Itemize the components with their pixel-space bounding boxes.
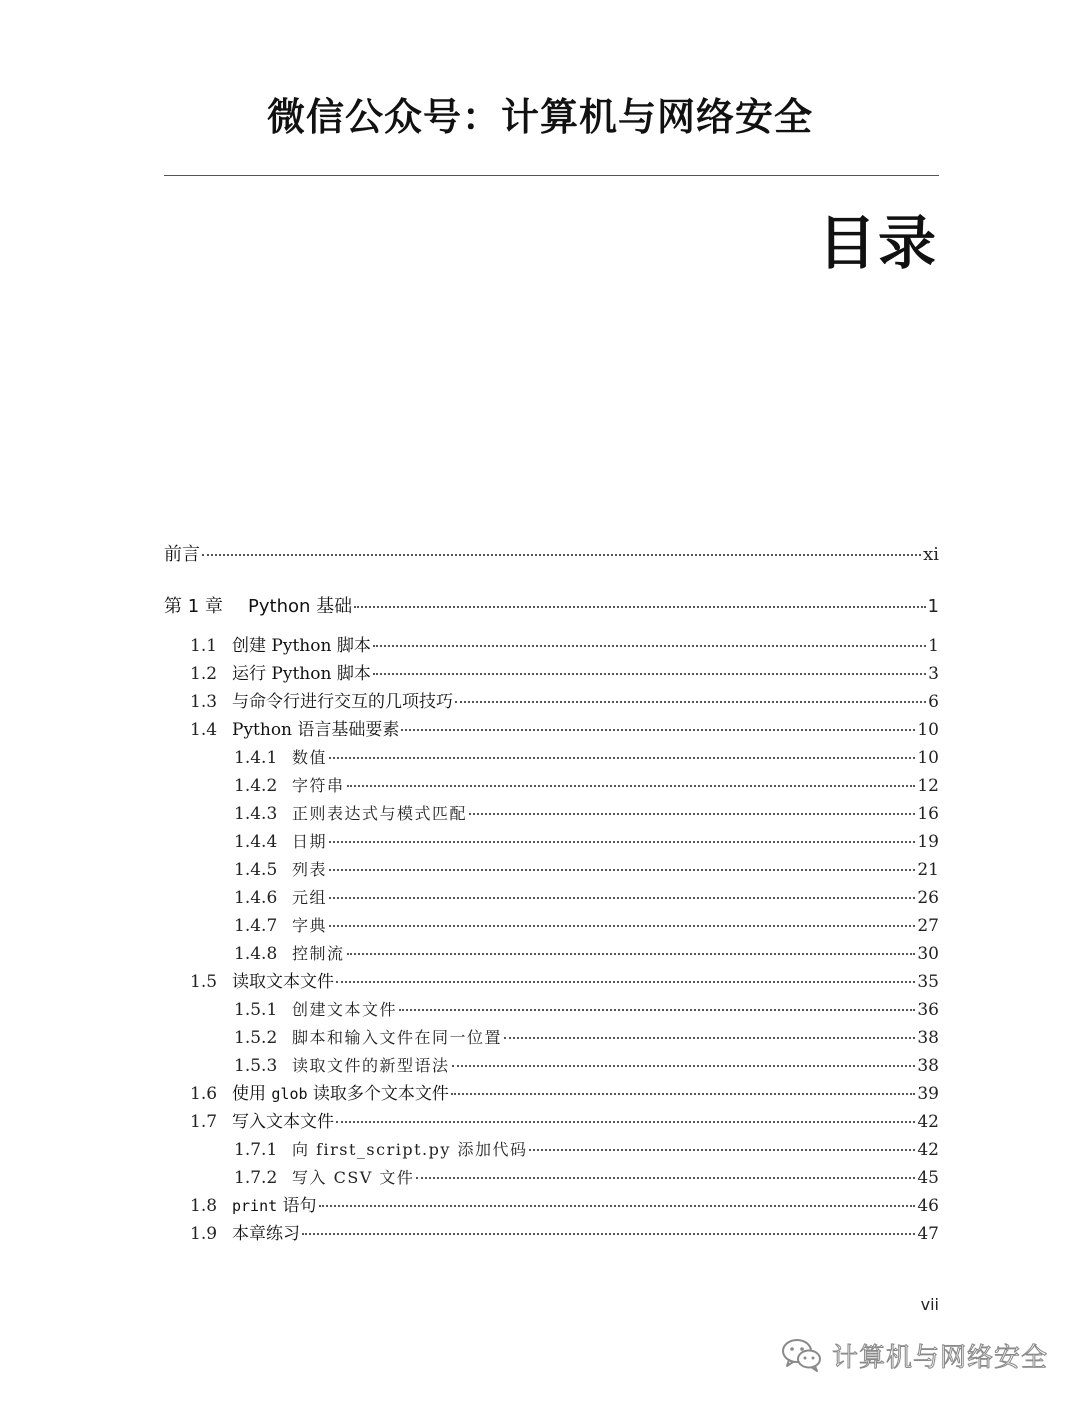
subsection-number: 1.5.1	[234, 1000, 278, 1020]
leader-dots	[329, 840, 915, 843]
toc-entry-label: 字典	[292, 916, 328, 935]
toc-entry-page: 21	[917, 860, 939, 880]
label-text-after: 读取多个文本文件	[307, 1084, 449, 1104]
leader-dots	[202, 553, 921, 556]
leader-dots	[329, 924, 915, 927]
toc-entry-subsection[interactable]	[164, 997, 939, 1023]
toc-entry-page: 45	[917, 1168, 939, 1188]
toc-entry-subsection[interactable]	[164, 1137, 939, 1163]
toc-entry-subsection[interactable]	[164, 801, 939, 827]
leader-dots	[319, 1204, 916, 1207]
leader-dots	[469, 812, 915, 815]
toc-title: 目录	[817, 209, 938, 277]
toc-entry-label: 本章练习	[232, 1224, 300, 1244]
subsection-number: 1.4.1	[234, 748, 278, 768]
inline-code: print	[232, 1197, 278, 1215]
section-number: 1.9	[190, 1224, 218, 1244]
toc-entry-section[interactable]	[164, 661, 939, 687]
toc-entry-page: 42	[917, 1112, 939, 1132]
toc-entry-label: 读取文件的新型语法	[292, 1056, 450, 1075]
toc-entry-label: 创建 Python 脚本	[232, 636, 371, 656]
subsection-number: 1.4.4	[234, 832, 278, 852]
toc-entry-subsection[interactable]	[164, 745, 939, 771]
toc-entry-page: 10	[917, 748, 939, 768]
subsection-number: 1.4.5	[234, 860, 278, 880]
toc-entry-label: 列表	[292, 860, 328, 879]
toc-entry-preface[interactable]	[164, 542, 939, 568]
subsection-number: 1.4.7	[234, 916, 278, 936]
toc-entry-page: 30	[917, 944, 939, 964]
toc-entry-chapter-1[interactable]	[164, 594, 939, 620]
subsection-number: 1.5.2	[234, 1028, 278, 1048]
section-number: 1.5	[190, 972, 218, 992]
toc-entry-page: 10	[917, 720, 939, 740]
page-header-title: 微信公众号：计算机与网络安全	[266, 95, 813, 139]
toc-entry-label	[232, 1081, 449, 1107]
toc-entry-page: 46	[917, 1196, 939, 1216]
toc-entry-section[interactable]	[164, 1081, 939, 1107]
watermark-text: 计算机与网络安全	[832, 1342, 1049, 1373]
toc-entry-subsection[interactable]	[164, 941, 939, 967]
label-text-before: 使用	[232, 1084, 272, 1104]
toc-entry-subsection[interactable]	[164, 857, 939, 883]
toc-entry-page: 39	[917, 1084, 939, 1104]
leader-dots	[416, 1176, 915, 1179]
leader-dots	[455, 700, 926, 703]
toc-entry-label: Python 语言基础要素	[232, 720, 400, 740]
section-number: 1.4	[190, 720, 218, 740]
toc-entry-page: 1	[927, 596, 939, 617]
toc-entry-label: 日期	[292, 832, 328, 851]
toc-entry-label: Python 基础	[248, 596, 353, 617]
leader-dots	[451, 1092, 915, 1095]
toc-entry-label: 元组	[292, 888, 328, 907]
section-number: 1.2	[190, 664, 218, 684]
toc-entry-page: 16	[917, 804, 939, 824]
toc-entry-section[interactable]	[164, 1193, 939, 1219]
toc-entry-page: 35	[917, 972, 939, 992]
page-folio: vii	[920, 1295, 939, 1314]
toc-entry-label: 控制流	[292, 944, 345, 963]
toc-entry-label: 数值	[292, 748, 328, 767]
leader-dots	[347, 784, 916, 787]
wechat-icon	[780, 1337, 824, 1373]
toc-entry-subsection[interactable]	[164, 1165, 939, 1191]
subsection-number: 1.5.3	[234, 1056, 278, 1076]
section-number: 1.6	[190, 1084, 218, 1104]
section-number: 1.7	[190, 1112, 218, 1132]
toc-entry-label: 运行 Python 脚本	[232, 664, 371, 684]
toc-entry-label: 读取文本文件	[232, 972, 334, 992]
header-rule	[164, 175, 939, 176]
leader-dots	[401, 728, 915, 731]
toc-entry-label: 前言	[164, 544, 200, 565]
toc-entry-subsection[interactable]	[164, 1025, 939, 1051]
toc-entry-subsection[interactable]	[164, 913, 939, 939]
toc-entry-section[interactable]	[164, 633, 939, 659]
toc-entry-label: 与命令行进行交互的几项技巧	[232, 692, 453, 712]
wechat-watermark	[780, 1337, 1048, 1373]
leader-dots	[504, 1036, 915, 1039]
leader-dots	[302, 1232, 915, 1235]
toc-entry-section[interactable]	[164, 1109, 939, 1135]
section-number: 1.3	[190, 692, 218, 712]
leader-dots	[347, 952, 916, 955]
toc-entry-section[interactable]	[164, 689, 939, 715]
leader-dots	[399, 1008, 915, 1011]
leader-dots	[529, 1148, 915, 1151]
toc-entry-subsection[interactable]	[164, 1053, 939, 1079]
toc-entry-page: 42	[917, 1140, 939, 1160]
toc-entry-page: xi	[923, 544, 939, 565]
leader-dots	[336, 980, 915, 983]
toc-entry-section[interactable]	[164, 717, 939, 743]
toc-entry-label	[232, 1193, 317, 1219]
label-text-after: 语句	[277, 1196, 317, 1216]
toc-entry-page: 1	[928, 636, 939, 656]
leader-dots	[354, 605, 925, 608]
toc-entry-page: 38	[917, 1056, 939, 1076]
subsection-number: 1.7.2	[234, 1168, 278, 1188]
leader-dots	[373, 644, 926, 647]
chapter-number: 第 1 章	[164, 596, 223, 617]
toc-entry-subsection[interactable]	[164, 885, 939, 911]
inline-code: glob	[271, 1085, 308, 1103]
section-number: 1.8	[190, 1196, 218, 1216]
toc-entry-label: 脚本和输入文件在同一位置	[292, 1028, 503, 1047]
section-number: 1.1	[190, 636, 218, 656]
subsection-number: 1.4.6	[234, 888, 278, 908]
toc-entry-label: 写入文本文件	[232, 1112, 334, 1132]
toc-entry-page: 6	[928, 692, 939, 712]
leader-dots	[373, 672, 926, 675]
toc-entry-label: 写入 CSV 文件	[292, 1168, 415, 1187]
subsection-number: 1.4.3	[234, 804, 278, 824]
leader-dots	[329, 896, 915, 899]
toc-entry-subsection[interactable]	[164, 773, 939, 799]
toc-entry-page: 12	[917, 776, 939, 796]
toc-entry-page: 38	[917, 1028, 939, 1048]
leader-dots	[336, 1120, 915, 1123]
toc-entry-section[interactable]	[164, 969, 939, 995]
toc-entry-page: 47	[917, 1224, 939, 1244]
leader-dots	[329, 756, 915, 759]
subsection-number: 1.4.8	[234, 944, 278, 964]
leader-dots	[329, 868, 915, 871]
toc-entry-label: 向 first_script.py 添加代码	[292, 1140, 528, 1159]
toc-entry-label: 正则表达式与模式匹配	[292, 804, 468, 823]
toc-entry-page: 26	[917, 888, 939, 908]
toc-entry-page: 3	[928, 664, 939, 684]
leader-dots	[452, 1064, 916, 1067]
subsection-number: 1.4.2	[234, 776, 278, 796]
subsection-number: 1.7.1	[234, 1140, 278, 1160]
toc-entry-section[interactable]	[164, 1221, 939, 1247]
toc-entry-page: 19	[917, 832, 939, 852]
toc-entry-label: 字符串	[292, 776, 345, 795]
toc-entry-label: 创建文本文件	[292, 1000, 398, 1019]
toc-entry-page: 36	[917, 1000, 939, 1020]
toc-entry-page: 27	[917, 916, 939, 936]
toc-entry-subsection[interactable]	[164, 829, 939, 855]
